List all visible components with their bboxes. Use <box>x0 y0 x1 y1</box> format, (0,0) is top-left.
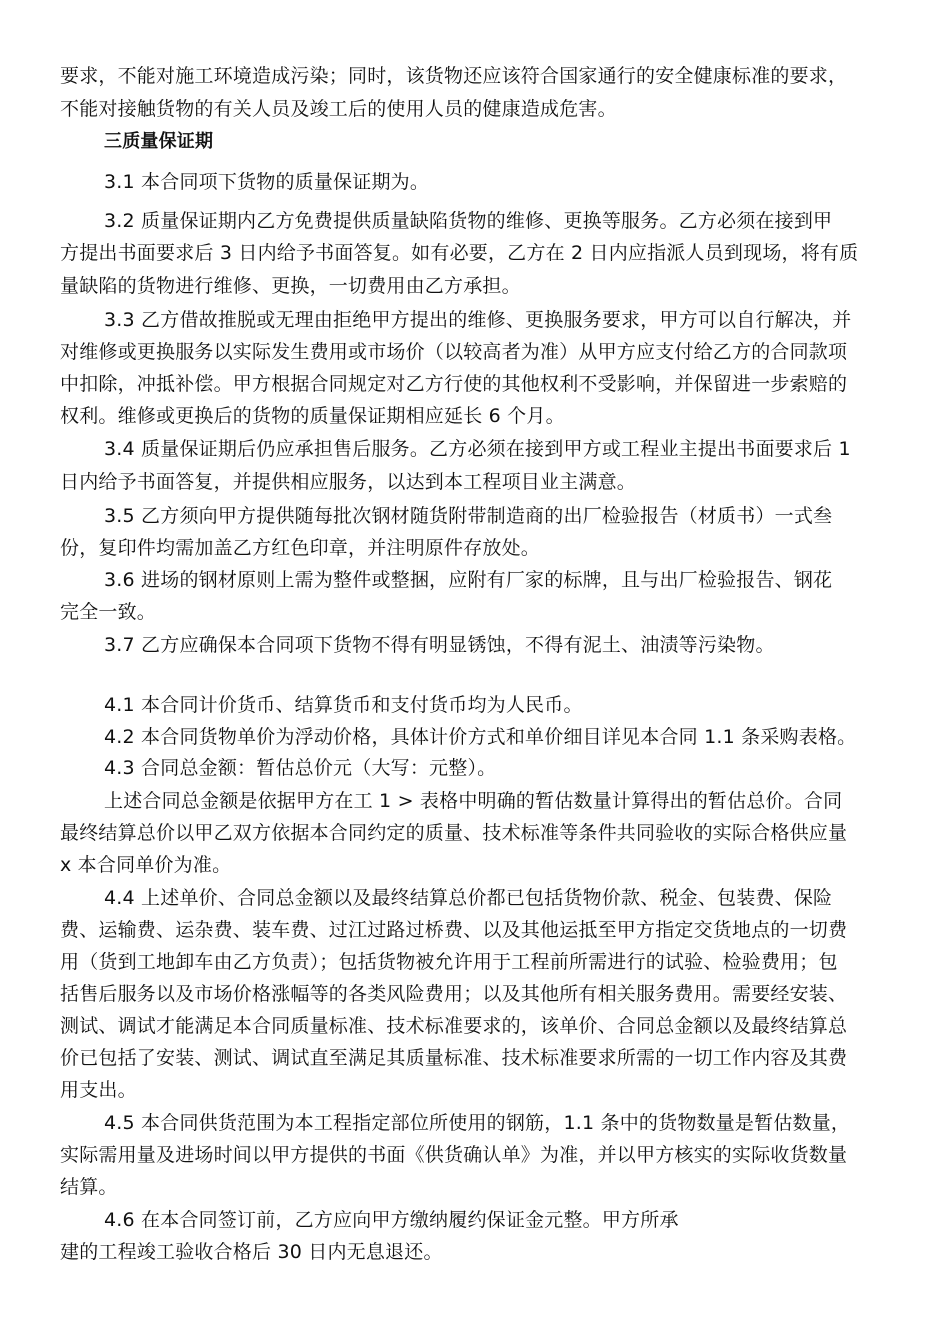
text-line: 对维修或更换服务以实际发生费用或市场价（以较高者为准）从甲方应支付给乙方的合同款项 <box>60 341 848 363</box>
text-line: 方提出书面要求后 3 日内给予书面答复。如有必要，乙方在 2 日内应指派人员到现场，将有质 <box>60 242 859 264</box>
text-line: 份，复印件均需加盖乙方红色印章，并注明原件存放处。 <box>60 537 541 559</box>
text-line: 4.2 本合同货物单价为浮动价格，具体计价方式和单价细目详见本合同 1.1 条采购表格。 <box>104 726 857 748</box>
text-line: 最终结算总价以甲乙双方依据本合同约定的质量、技术标准等条件共同验收的实际合格供应量 <box>60 822 848 844</box>
text-line: 建的工程竣工验收合格后 30 日内无息退还。 <box>60 1241 443 1263</box>
text-line: 测试、调试才能满足本合同质量标准、技术标准要求的，该单价、合同总金额以及最终结算总 <box>60 1015 848 1037</box>
text-line: 4.6 在本合同签订前，乙方应向甲方缴纳履约保证金元整。甲方所承 <box>104 1209 679 1231</box>
text-line: 3.3 乙方借故推脱或无理由拒绝甲方提出的维修、更换服务要求，甲方可以自行解决，并 <box>104 309 852 331</box>
text-line: 上述合同总金额是依据甲方在工 1 > 表格中明确的暂估数量计算得出的暂估总价。合同 <box>104 790 843 812</box>
text-line: 3.4 质量保证期后仍应承担售后服务。乙方必须在接到甲方或工程业主提出书面要求后 1 <box>104 438 851 460</box>
text-line: 价已包括了安装、测试、调试直至满足其质量标准、技术标准要求所需的一切工作内容及其费 <box>60 1047 848 1069</box>
text-line: 括售后服务以及市场价格涨幅等的各类风险费用；以及其他所有相关服务费用。需要经安装、 <box>60 983 848 1005</box>
section-heading: 三质量保证期 <box>104 131 214 152</box>
text-line: 实际需用量及进场时间以甲方提供的书面《供货确认单》为准，并以甲方核实的实际收货数量 <box>60 1144 848 1166</box>
text-line: 中扣除，冲抵补偿。甲方根据合同规定对乙方行使的其他权利不受影响，并保留进一步索赔的 <box>60 373 848 395</box>
text-line: 完全一致。 <box>60 601 157 623</box>
text-line: 4.1 本合同计价货币、结算货币和支付货币均为人民币。 <box>104 694 583 716</box>
text-line: 日内给予书面答复，并提供相应服务，以达到本工程项目业主满意。 <box>60 471 637 493</box>
text-line: 要求，不能对施工环境造成污染；同时，该货物还应该符合国家通行的安全健康标准的要求， <box>60 65 848 87</box>
text-line: x 本合同单价为准。 <box>60 854 232 876</box>
text-line: 3.6 进场的钢材原则上需为整件或整捆，应附有厂家的标牌，且与出厂检验报告、钢花 <box>104 569 833 591</box>
text-line: 用支出。 <box>60 1079 137 1101</box>
text-line: 量缺陷的货物进行维修、更换，一切费用由乙方承担。 <box>60 275 521 297</box>
text-line: 3.5 乙方须向甲方提供随每批次钢材随货附带制造商的出厂检验报告（材质书）一式叁 <box>104 505 833 527</box>
text-line: 用（货到工地卸车由乙方负责）；包括货物被允许用于工程前所需进行的试验、检验费用；包 <box>60 951 838 973</box>
text-line: 不能对接触货物的有关人员及竣工后的使用人员的健康造成危害。 <box>60 98 617 120</box>
text-line: 3.2 质量保证期内乙方免费提供质量缺陷货物的维修、更换等服务。乙方必须在接到甲 <box>104 210 833 232</box>
text-line: 4.4 上述单价、合同总金额以及最终结算总价都已包括货物价款、税金、包装费、保险 <box>104 887 833 909</box>
text-line: 4.5 本合同供货范围为本工程指定部位所使用的钢筋，1.1 条中的货物数量是暂估数量， <box>104 1112 851 1134</box>
text-line: 3.1 本合同项下货物的质量保证期为。 <box>104 171 430 193</box>
text-line: 费、运输费、运杂费、装车费、过江过路过桥费、以及其他运抵至甲方指定交货地点的一切费 <box>60 919 848 941</box>
text-line: 权利。维修或更换后的货物的质量保证期相应延长 6 个月。 <box>60 405 565 427</box>
text-line: 3.7 乙方应确保本合同项下货物不得有明显锈蚀，不得有泥土、油渍等污染物。 <box>104 634 775 656</box>
text-line: 结算。 <box>60 1176 118 1198</box>
text-line: 4.3 合同总金额：暂估总价元（大写：元整）。 <box>104 757 497 779</box>
